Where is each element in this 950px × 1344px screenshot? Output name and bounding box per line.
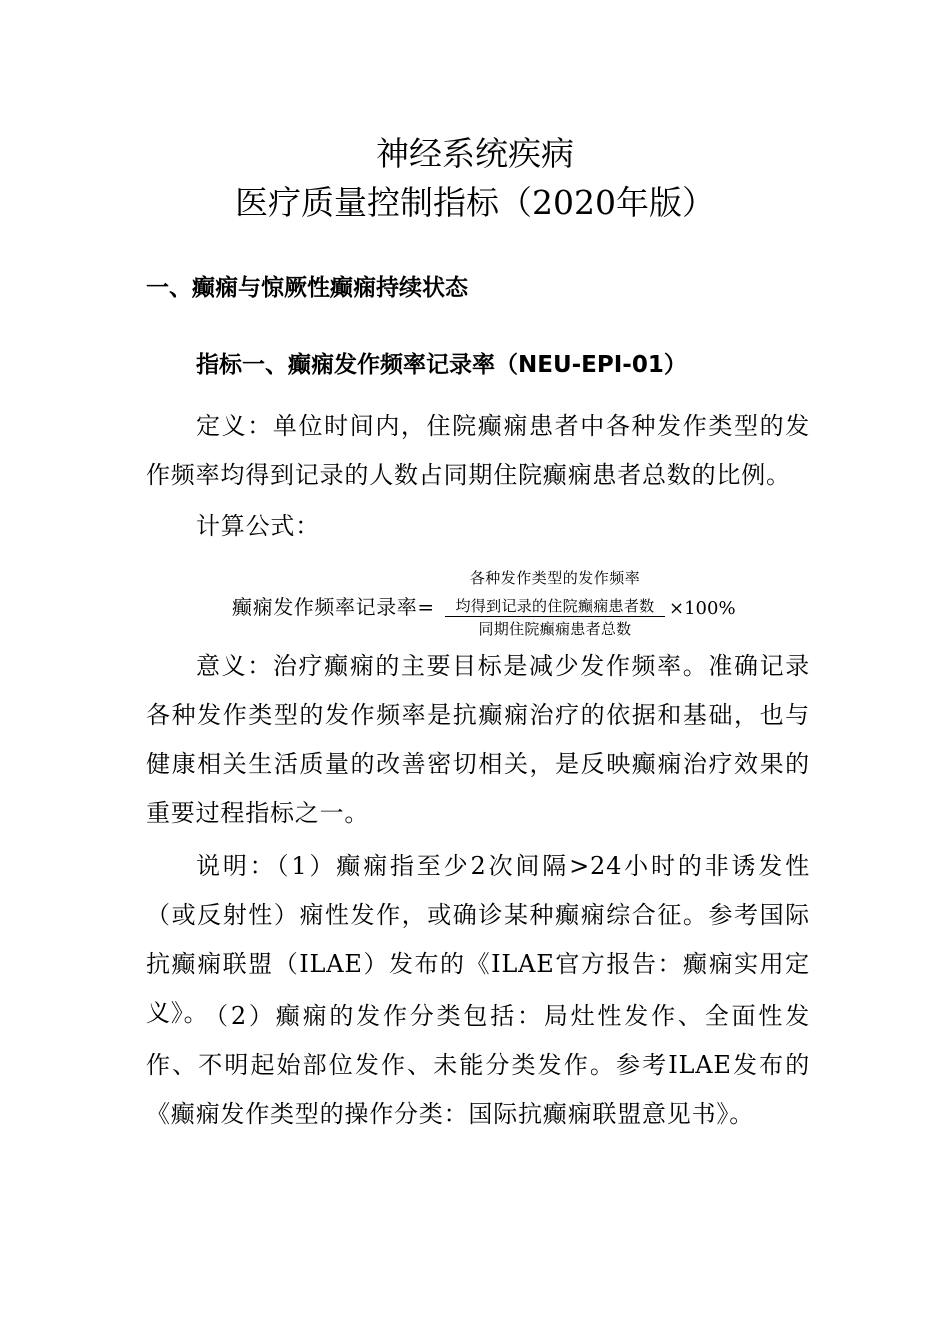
document-title-line1: 神经系统疾病 [376,134,574,173]
significance-paragraph: 意义：治疗癫痫的主要目标是减少发作频率。准确记录各种发作类型的发作频率是抗癫痫治疗的依据和基础，也与健康相关生活质量的改善密切相关，是反映癫痫治疗效果的重要过程指标之一。 [146,652,810,827]
indicator-heading: 指标一、癫痫发作频率记录率（NEU-EPI-01） [196,352,687,378]
section-heading: 一、癫痫与惊厥性癫痫持续状态 [146,275,468,301]
formula-numerator-line2: 均得到记录的住院癫痫患者数 [455,597,655,615]
formula-denominator: 同期住院癫痫患者总数 [478,620,632,638]
definition-paragraph: 定义：单位时间内，住院癫痫患者中各种发作类型的发作频率均得到记录的人数占同期住院癫痫患者总数的比例。 [146,412,810,489]
document-title-line2: 医疗质量控制指标（2020年版） [235,183,715,222]
formula-lhs: 癫痫发作频率记录率= [232,595,435,619]
formula-numerator-line1: 各种发作类型的发作频率 [469,569,641,587]
formula [232,566,752,642]
note-paragraph-2: （2）癫痫的发作分类包括：局灶性发作、全面性发作、不明起始部位发作、未能分类发作。参考ILAE发布的《癫痫发作类型的操作分类：国际抗癫痫联盟意见书》。 [146,1002,810,1128]
formula-multiplier: ×100% [669,598,736,619]
fraction-bar [445,616,665,617]
note-paragraph-1: 说明：（1）癫痫指至少2次间隔>24小时的非诱发性（或反射性）痫性发作，或确诊某种癫痫综合征。参考国际抗癫痫联盟（ILAE）发布的《ILAE官方报告：癫痫实用定义》。 [146,852,810,1027]
formula-fraction [445,566,887,642]
formula-label: 计算公式： [196,512,320,540]
